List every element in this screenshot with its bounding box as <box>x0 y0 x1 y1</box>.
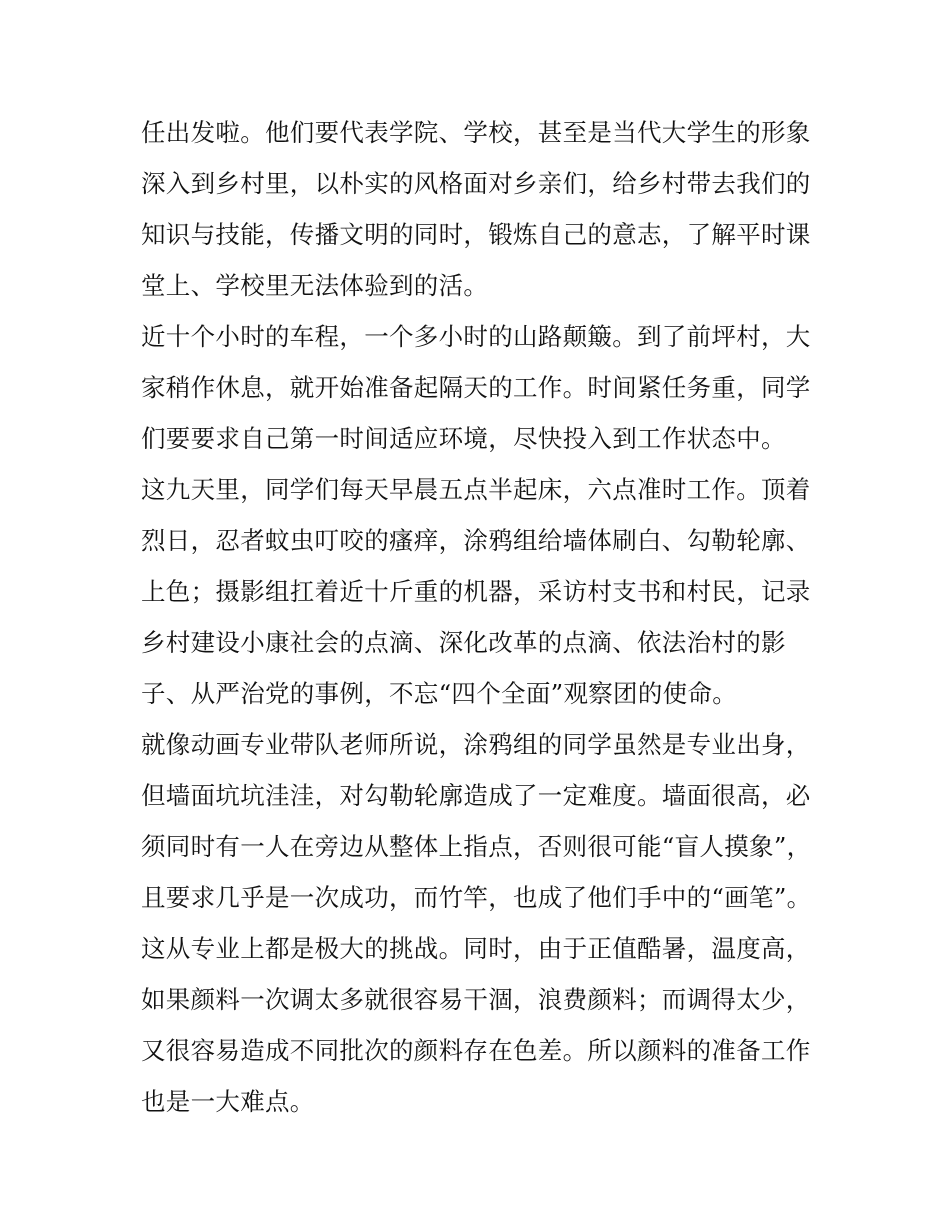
text-line: 近十个小时的车程，一个多小时的山路颠簸。到了前坪村，大 <box>141 322 811 351</box>
text-line: 知识与技能，传播文明的同时，锻炼自己的意志，了解平时课 <box>141 220 811 249</box>
text-line: 也是一大难点。 <box>141 1087 315 1116</box>
text-line: 上色；摄影组扛着近十斤重的机器，采访村支书和村民，记录 <box>141 577 811 606</box>
text-line: 任出发啦。他们要代表学院、学校，甚至是当代大学生的形象 <box>141 118 811 147</box>
text-line: 乡村建设小康社会的点滴、深化改革的点滴、依法治村的影 <box>141 628 786 657</box>
text-line: 就像动画专业带队老师所说，涂鸦组的同学虽然是专业出身， <box>141 730 811 759</box>
text-line: 深入到乡村里，以朴实的风格面对乡亲们，给乡村带去我们的 <box>141 169 811 198</box>
text-line: 须同时有一人在旁边从整体上指点，否则很可能“盲人摸象”， <box>141 832 812 861</box>
text-line: 们要要求自己第一时间适应环境，尽快投入到工作状态中。 <box>141 424 786 453</box>
text-line: 又很容易造成不同批次的颜料存在色差。所以颜料的准备工作 <box>141 1036 811 1065</box>
text-line: 这从专业上都是极大的挑战。同时，由于正值酷暑，温度高， <box>141 934 811 963</box>
text-line: 且要求几乎是一次成功，而竹竿，也成了他们手中的“画笔”。 <box>141 883 812 912</box>
text-line: 烈日，忍者蚊虫叮咬的瘙痒，涂鸦组给墙体刷白、勾勒轮廓、 <box>141 526 811 555</box>
text-line: 但墙面坑坑洼洼，对勾勒轮廓造成了一定难度。墙面很高，必 <box>141 781 811 810</box>
text-line: 堂上、学校里无法体验到的活。 <box>141 271 489 300</box>
text-line: 如果颜料一次调太多就很容易干涸，浪费颜料；而调得太少， <box>141 985 811 1014</box>
text-line: 家稍作休息，就开始准备起隔天的工作。时间紧任务重，同学 <box>141 373 811 402</box>
body-text <box>141 107 821 1127</box>
text-line: 这九天里，同学们每天早晨五点半起床，六点准时工作。顶着 <box>141 475 811 504</box>
text-line: 子、从严治党的事例，不忘“四个全面”观察团的使命。 <box>141 679 738 708</box>
